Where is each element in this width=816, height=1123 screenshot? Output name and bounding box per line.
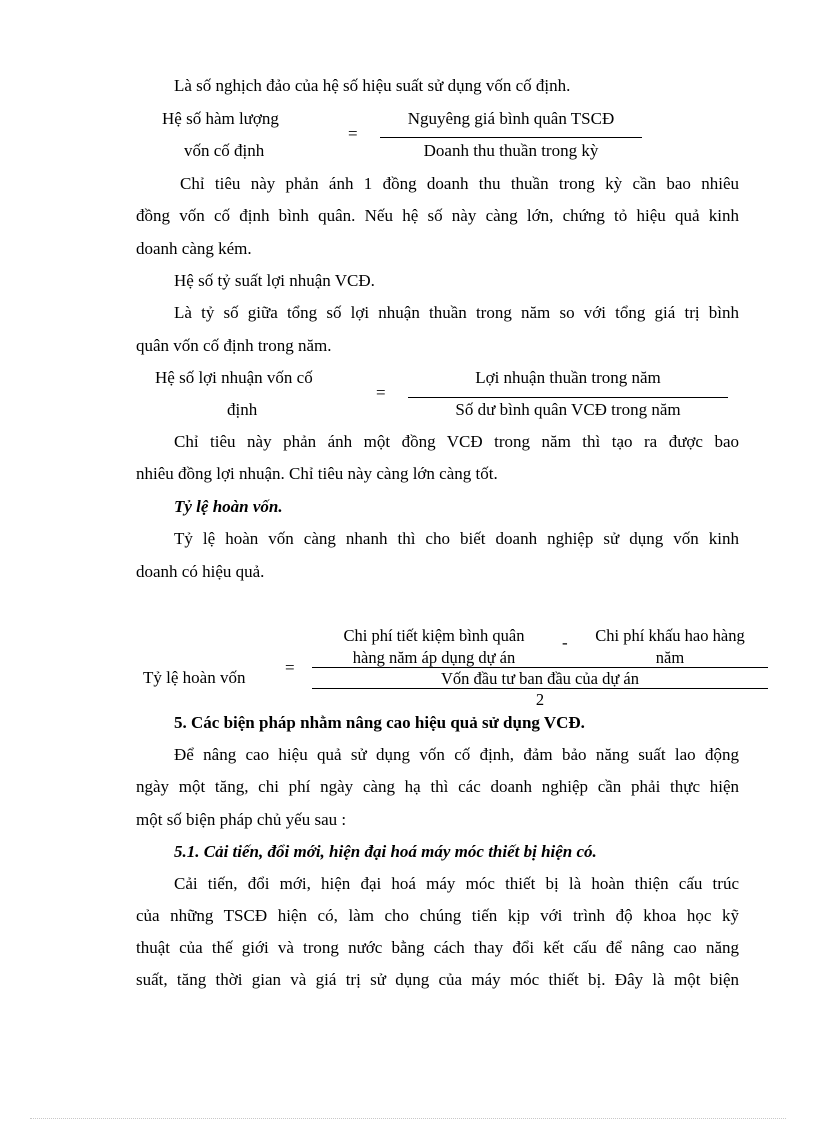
equals-sign: = bbox=[376, 383, 386, 402]
formula-numerator: Lợi nhuận thuần trong năm bbox=[475, 368, 661, 387]
paragraph-line: Chỉ tiêu này phản ánh một đồng VCĐ trong năm thì tạo ra được bao bbox=[174, 432, 739, 451]
paragraph-line: doanh có hiệu quả. bbox=[136, 562, 265, 581]
paragraph-line: Cải tiến, đổi mới, hiện đại hoá máy móc thiết bị là hoàn thiện cấu trúc bbox=[174, 874, 739, 893]
fraction-bar bbox=[408, 397, 728, 398]
fraction-bar-outer bbox=[312, 667, 768, 668]
numerator-term-b-line2: năm bbox=[655, 648, 685, 667]
paragraph-line: Để nâng cao hiệu quả sử dụng vốn cố định, đảm bảo năng suất lao động bbox=[174, 745, 739, 764]
formula-label: Tỷ lệ hoàn vốn bbox=[143, 668, 246, 687]
paragraph-line: doanh càng kém. bbox=[136, 239, 252, 258]
page-bottom-border bbox=[30, 1118, 786, 1119]
formula-label-line1: Hệ số hàm lượng bbox=[162, 109, 279, 128]
section-heading-5-1: 5.1. Cải tiến, đổi mới, hiện đại hoá máy móc thiết bị hiện có. bbox=[174, 842, 597, 861]
subheading-loi-nhuan: Hệ số tỷ suất lợi nhuận VCĐ. bbox=[174, 271, 375, 290]
formula-label-line2: vốn cố định bbox=[184, 141, 265, 160]
formula-denominator: Doanh thu thuần trong kỳ bbox=[423, 141, 599, 160]
paragraph-line: ngày một tăng, chi phí ngày càng hạ thì các doanh nghiệp cần phải thực hiện bbox=[136, 777, 739, 796]
minus-sign: - bbox=[562, 633, 568, 652]
equals-sign: = bbox=[348, 124, 358, 143]
fraction-bar bbox=[380, 137, 642, 138]
formula-numerator: Nguyêng giá bình quân TSCĐ bbox=[407, 109, 615, 128]
fraction-bar-inner bbox=[312, 688, 768, 689]
denominator: Vốn đầu tư ban đầu của dự án bbox=[441, 669, 639, 688]
paragraph-line: của những TSCĐ hiện có, làm cho chúng tiến kịp với trình độ khoa học kỹ bbox=[136, 906, 739, 925]
divisor: 2 bbox=[535, 690, 545, 709]
paragraph-line: suất, tăng thời gian và giá trị sử dụng của máy móc thiết bị. Đây là một biện bbox=[136, 970, 739, 989]
paragraph-line: nhiêu đồng lợi nhuận. Chỉ tiêu này càng lớn càng tốt. bbox=[136, 464, 498, 483]
paragraph-line: Tỷ lệ hoàn vốn càng nhanh thì cho biết doanh nghiệp sử dụng vốn kinh bbox=[174, 529, 739, 548]
section-heading-5: 5. Các biện pháp nhằm nâng cao hiệu quả sử dụng VCĐ. bbox=[174, 713, 585, 732]
subheading-hoan-von: Tỷ lệ hoàn vốn. bbox=[174, 497, 283, 516]
formula-label-line1: Hệ số lợi nhuận vốn cố bbox=[155, 368, 313, 387]
equals-sign: = bbox=[285, 658, 295, 677]
paragraph-definition: Là số nghịch đảo của hệ số hiệu suất sử dụng vốn cố định. bbox=[174, 76, 571, 95]
formula-denominator: Số dư bình quân VCĐ trong năm bbox=[455, 400, 681, 419]
paragraph-line: một số biện pháp chủ yếu sau : bbox=[136, 810, 347, 829]
paragraph-line: đồng vốn cố định bình quân. Nếu hệ số này càng lớn, chứng tỏ hiệu quả kinh bbox=[136, 206, 739, 225]
numerator-term-b-line1: Chi phí khấu hao hàng bbox=[595, 626, 745, 645]
numerator-term-a-line2: hàng năm áp dụng dự án bbox=[352, 648, 516, 667]
paragraph-line: quân vốn cố định trong năm. bbox=[136, 336, 332, 355]
formula-label-line2: định bbox=[227, 400, 258, 419]
paragraph-line: thuật của thế giới và trong nước bằng cách thay đổi kết cấu để nâng cao năng bbox=[136, 938, 739, 957]
numerator-term-a-line1: Chi phí tiết kiệm bình quân bbox=[343, 626, 525, 645]
paragraph-line: Là tỷ số giữa tổng số lợi nhuận thuần trong năm so với tổng giá trị bình bbox=[174, 303, 739, 322]
paragraph-line: Chỉ tiêu này phản ánh 1 đồng doanh thu thuần trong kỳ cần bao nhiêu bbox=[180, 174, 739, 193]
